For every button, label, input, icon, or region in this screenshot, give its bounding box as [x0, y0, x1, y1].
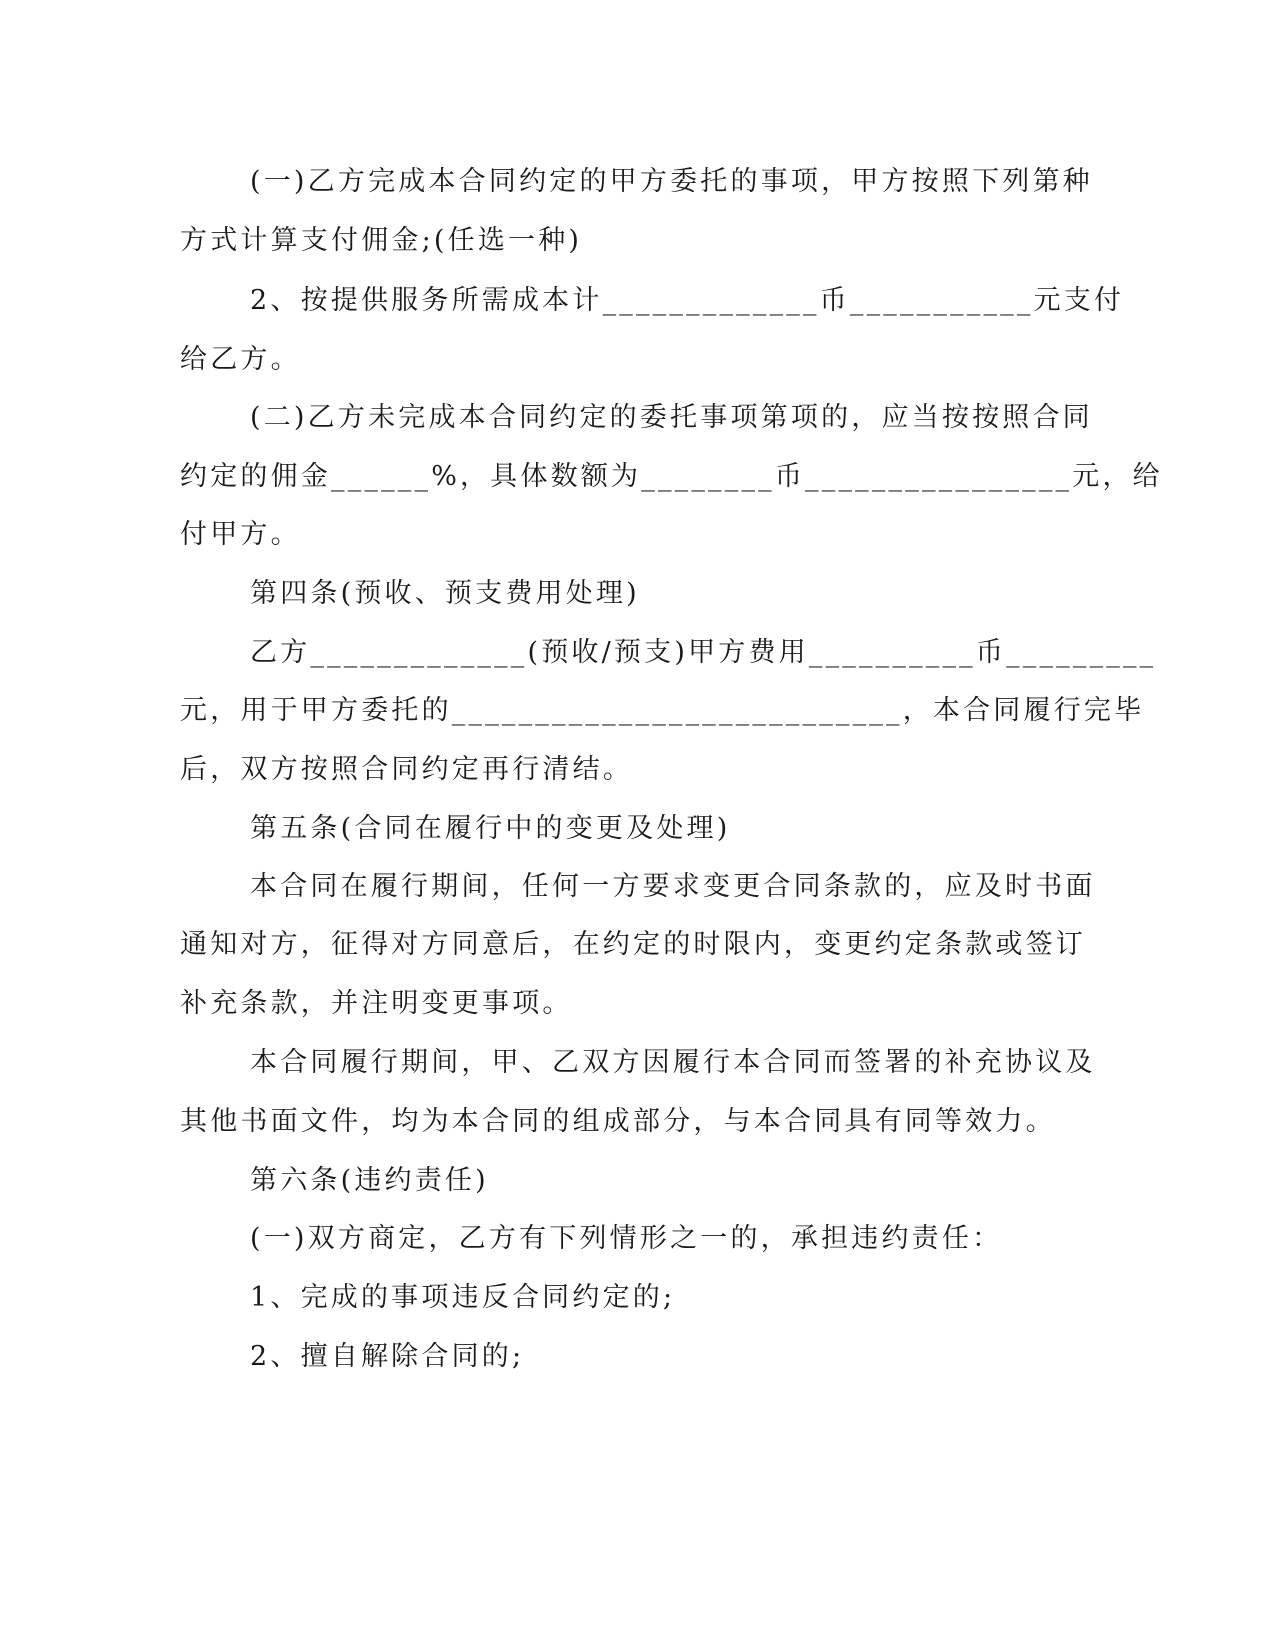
paragraph-line: 本合同履行期间，甲、乙双方因履行本合同而签署的补充协议及: [250, 1047, 1096, 1078]
paragraph-line: 通知对方，征得对方同意后，在约定的时限内，变更约定条款或签订: [180, 929, 1086, 960]
paragraph-line: 约定的佣金______%，具体数额为________币________________元，给: [180, 461, 1163, 492]
paragraph-line: 方式计算支付佣金;(任选一种): [180, 225, 583, 256]
section-heading: 第四条(预收、预支费用处理): [250, 578, 640, 609]
paragraph-line: 元，用于甲方委托的___________________________，本合同履行完毕: [180, 695, 1145, 726]
list-item: 1、完成的事项违反合同约定的;: [250, 1282, 676, 1313]
paragraph-line: 后，双方按照合同约定再行清结。: [180, 754, 633, 785]
paragraph-line: 付甲方。: [180, 519, 301, 550]
section-heading: 第六条(违约责任): [250, 1165, 489, 1196]
paragraph-line: (一)乙方完成本合同约定的甲方委托的事项，甲方按照下列第种: [250, 166, 1093, 197]
paragraph-line: 给乙方。: [180, 344, 301, 375]
paragraph-line: 补充条款，并注明变更事项。: [180, 988, 573, 1019]
section-heading: 第五条(合同在履行中的变更及处理): [250, 813, 731, 844]
paragraph-line: 2、按提供服务所需成本计_____________币___________元支付: [250, 285, 1125, 316]
paragraph-line: (一)双方商定，乙方有下列情形之一的，承担违约责任：: [250, 1223, 1003, 1254]
list-item: 2、擅自解除合同的;: [250, 1341, 525, 1372]
paragraph-line: 乙方_____________(预收/预支)甲方费用__________币_________: [250, 637, 1157, 668]
paragraph-line: 其他书面文件，均为本合同的组成部分，与本合同具有同等效力。: [180, 1106, 1056, 1137]
paragraph-line: 本合同在履行期间，任何一方要求变更合同条款的，应及时书面: [250, 871, 1096, 902]
paragraph-line: (二)乙方未完成本合同约定的委托事项第项的，应当按按照合同: [250, 402, 1093, 433]
